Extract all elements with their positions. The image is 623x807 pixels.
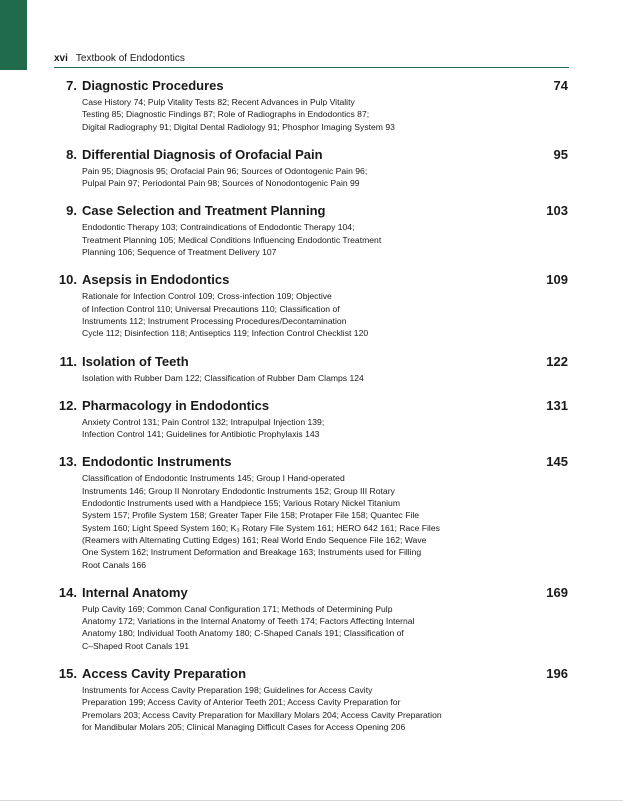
- topic-line: Pain 95; Diagnosis 95; Orofacial Pain 96; Sources of Odontogenic Pain 96;: [82, 165, 368, 176]
- chapter-number: 7.: [66, 78, 77, 93]
- chapter-page-number: 196: [546, 666, 568, 682]
- chapter-number: 10.: [58, 272, 77, 288]
- topic-line: Digital Radiography 91; Digital Dental Radiology 91; Phosphor Imaging System 93: [82, 121, 395, 132]
- topic-line: of Infection Control 110; Universal Precautions 110; Classification of: [82, 303, 340, 314]
- topic-line: Rationale for Infection Control 109; Cross-infection 109; Objective: [82, 291, 332, 302]
- table-of-contents: [0, 77, 623, 746]
- toc-entry-heading: [0, 146, 623, 163]
- chapter-title: Diagnostic Procedures: [82, 78, 224, 93]
- topic-line: System 160; Light Speed System 160; K₃ Rotary File System 161; HERO 642 161; Race Files: [82, 522, 440, 533]
- chapter-page-number: 109: [546, 272, 568, 288]
- chapter-page-number: 74: [553, 78, 568, 93]
- chapter-topics: [82, 603, 487, 652]
- topic-line: Instruments for Access Cavity Preparation 198; Guidelines for Access Cavity: [82, 685, 373, 696]
- chapter-page-number: 131: [546, 397, 568, 413]
- chapter-title: Endodontic Instruments: [82, 454, 232, 470]
- chapter-number: 9.: [66, 203, 77, 219]
- topic-line: Classification of Endodontic Instruments 145; Group I Hand-operated: [82, 473, 345, 484]
- chapter-title: Isolation of Teeth: [82, 353, 189, 369]
- chapter-title: Access Cavity Preparation: [82, 666, 247, 682]
- toc-entry: [0, 146, 623, 190]
- chapter-page-number: 95: [553, 146, 568, 162]
- chapter-topics: [82, 96, 487, 133]
- topic-line: Endodontic Instruments used with a Handpiece 155; Various Rotary Nickel Titanium: [82, 498, 400, 509]
- chapter-page-number: 169: [546, 584, 568, 600]
- topic-line: Anatomy 172; Variations in the Internal Anatomy of Teeth 174; Factors Affecting Internal: [82, 616, 415, 627]
- topic-line: Anxiety Control 131; Pain Control 132; Intrapulpal Injection 139;: [82, 416, 325, 427]
- toc-entry-heading: [0, 202, 623, 219]
- topic-line: Instruments 112; Instrument Processing Procedures/Decontamination: [82, 315, 347, 326]
- topic-line: Cycle 112; Disinfection 118; Antiseptics 119; Infection Control Checklist 120: [82, 328, 369, 339]
- topic-line: Testing 85; Diagnostic Findings 87; Role of Radiographs in Endodontics 87;: [82, 109, 370, 120]
- chapter-topics: [82, 684, 487, 733]
- topic-line: Planning 106; Sequence of Treatment Delivery 107: [82, 247, 277, 258]
- toc-entry-heading: [0, 584, 623, 601]
- chapter-title: Asepsis in Endodontics: [82, 272, 230, 288]
- chapter-page-number: 103: [546, 203, 568, 219]
- header-book-title: Textbook of Endodontics: [75, 53, 185, 64]
- chapter-topics: [82, 290, 487, 339]
- toc-entry: [0, 271, 623, 339]
- chapter-number: 8.: [66, 146, 77, 162]
- toc-entry-heading: [0, 77, 623, 94]
- chapter-number: 13.: [58, 454, 77, 470]
- bottom-rule: [0, 800, 623, 801]
- header-page-number: xvi: [54, 53, 68, 64]
- topic-line: One System 162; Instrument Deformation and Breakage 163; Instruments used for Filling: [82, 547, 422, 558]
- toc-entry: [0, 665, 623, 733]
- topic-line: Preparation 199; Access Cavity of Anterior Teeth 201; Access Cavity Preparation for: [82, 697, 401, 708]
- topic-line: Anatomy 180; Individual Tooth Anatomy 180; C-Shaped Canals 191; Classification of: [82, 628, 404, 639]
- toc-entry-heading: [0, 453, 623, 470]
- topic-line: Case History 74; Pulp Vitality Tests 82; Recent Advances in Pulp Vitality: [82, 97, 355, 107]
- topic-line: Pulpal Pain 97; Periodontal Pain 98; Sources of Nonodontogenic Pain 99: [82, 178, 360, 189]
- toc-entry: [0, 353, 623, 384]
- topic-line: Root Canals 166: [82, 559, 147, 570]
- chapter-topics: [82, 472, 487, 570]
- running-header: [54, 53, 569, 68]
- toc-entry-heading: [0, 271, 623, 288]
- toc-entry: [0, 77, 623, 133]
- chapter-topics: [82, 372, 487, 384]
- chapter-number: 14.: [58, 584, 77, 600]
- toc-entry: [0, 397, 623, 441]
- topic-line: (Reamers with Alternating Cutting Edges) 161; Real World Endo Sequence File 162; Wave: [82, 534, 427, 545]
- chapter-topics: [82, 416, 487, 441]
- topic-line: Instruments 146; Group II Nonrotary Endodontic Instruments 152; Group III Rotary: [82, 485, 395, 496]
- chapter-title: Differential Diagnosis of Orofacial Pain: [82, 146, 323, 162]
- toc-entry: [0, 202, 623, 258]
- toc-entry: [0, 453, 623, 570]
- topic-line: for Mandibular Molars 205; Clinical Managing Difficult Cases for Access Opening 206: [82, 721, 406, 732]
- chapter-title: Pharmacology in Endodontics: [82, 397, 270, 413]
- topic-line: Treatment Planning 105; Medical Conditions Influencing Endodontic Treatment: [82, 234, 382, 245]
- toc-entry-heading: [0, 353, 623, 370]
- topic-line: Isolation with Rubber Dam 122; Classification of Rubber Dam Clamps 124: [82, 372, 364, 383]
- topic-line: C–Shaped Root Canals 191: [82, 640, 190, 651]
- chapter-number: 11.: [59, 353, 77, 369]
- toc-entry-heading: [0, 397, 623, 414]
- topic-line: Pulp Cavity 169; Common Canal Configuration 171; Methods of Determining Pulp: [82, 603, 393, 614]
- topic-line: System 157; Profile System 158; Greater Taper File 158; Protaper File 158; Quantec File: [82, 510, 420, 521]
- chapter-topics: [82, 165, 487, 190]
- chapter-number: 12.: [58, 397, 77, 413]
- chapter-topics: [82, 221, 487, 258]
- chapter-title: Case Selection and Treatment Planning: [82, 203, 326, 219]
- topic-line: Premolars 203; Access Cavity Preparation for Maxillary Molars 204; Access Cavity Preparation: [82, 709, 442, 720]
- toc-entry: [0, 584, 623, 652]
- toc-entry-heading: [0, 665, 623, 682]
- chapter-number: 15.: [58, 666, 77, 682]
- topic-line: Infection Control 141; Guidelines for Antibiotic Prophylaxis 143: [82, 429, 320, 440]
- chapter-page-number: 122: [546, 353, 568, 369]
- chapter-title: Internal Anatomy: [82, 584, 188, 600]
- topic-line: Endodontic Therapy 103; Contraindications of Endodontic Therapy 104;: [82, 222, 355, 233]
- chapter-side-tab: [0, 0, 27, 70]
- chapter-page-number: 145: [546, 454, 568, 470]
